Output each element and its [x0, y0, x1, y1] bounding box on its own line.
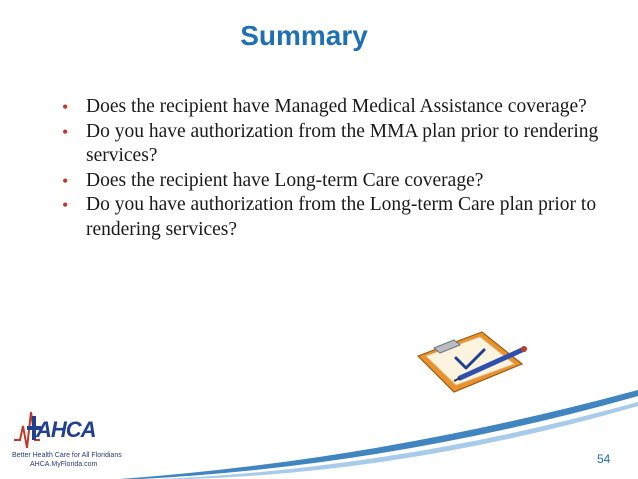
ahca-logo-text: AHCA	[36, 417, 96, 442]
bullet-icon: •	[62, 121, 69, 142]
bullet-item: • Does the recipient have Long-term Care coverage?	[62, 169, 602, 194]
bullet-item: • Does the recipient have Managed Medical Assistance coverage?	[62, 95, 602, 120]
bullet-item: • Do you have authorization from the Long-term Care plan prior to rendering services?	[62, 194, 597, 240]
slide-title: Summary	[240, 20, 368, 51]
clipboard-checkmark-pen-icon	[404, 318, 534, 398]
bullet-list	[62, 95, 602, 242]
bullet-icon: •	[62, 195, 69, 215]
logo-website: AHCA.MyFlorida.com	[30, 461, 98, 468]
page-number: 54	[597, 452, 611, 466]
bullet-item: • Do you have authorization from the MMA plan prior to rendering services?	[62, 120, 599, 166]
bullet-icon: •	[62, 170, 69, 191]
bullet-icon: •	[62, 97, 69, 117]
logo-tagline: Better Health Care for All Floridians	[12, 452, 122, 459]
